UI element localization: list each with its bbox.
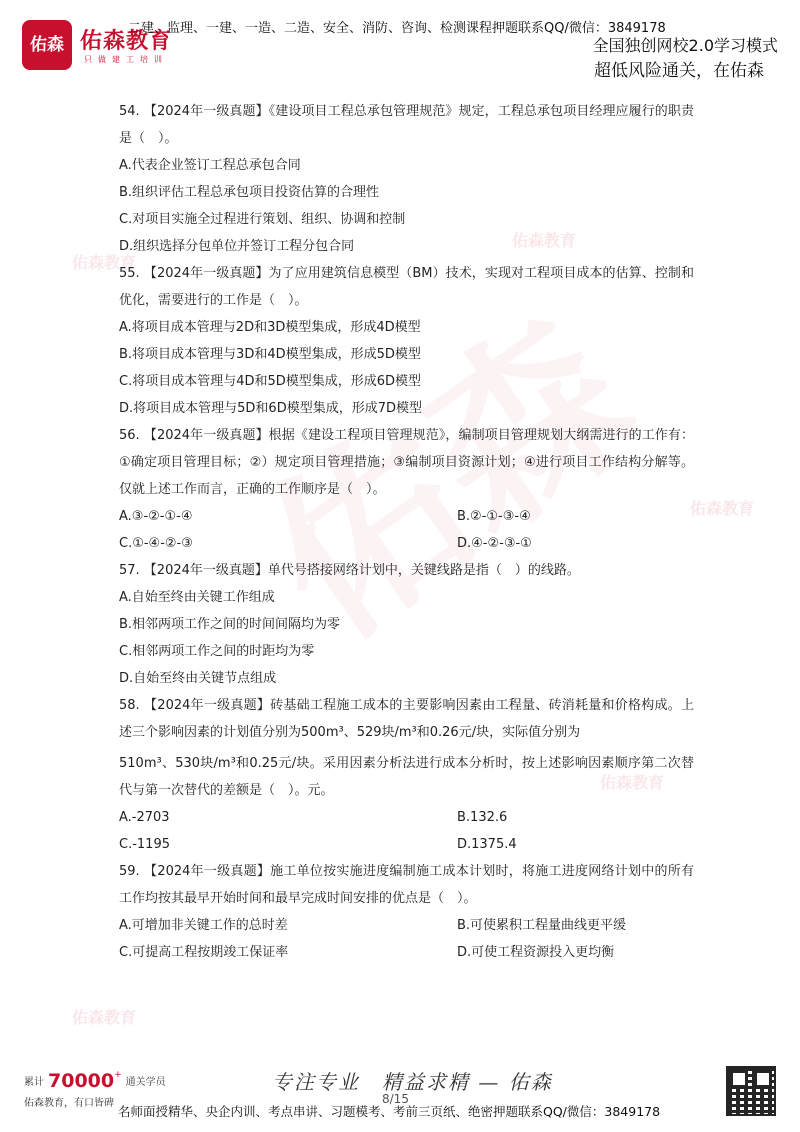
question-54 [119, 98, 694, 260]
option-a: A.代表企业签订工程总承包合同 [119, 158, 301, 173]
watermark-logo: 佑森教育 [690, 499, 755, 518]
option-c: C.相邻两项工作之间的时距均为零 [119, 644, 315, 659]
stats-prefix: 累计 [24, 1077, 44, 1088]
footer-motto: 专注专业 精益求精 — 佑森 [272, 1070, 553, 1094]
header-contact-line: 二建、监理、一建、一造、二造、安全、消防、咨询、检测课程押题联系QQ/微信：3849178 [128, 21, 666, 36]
option-c: C.将项目成本管理与4D和5D模型集成，形成6D模型 [119, 374, 422, 389]
option-b: B.②-①-③-④ [457, 509, 531, 524]
question-56 [119, 422, 694, 557]
option-d: D.1375.4 [457, 837, 517, 852]
stats-suffix: 通关学员 [125, 1077, 166, 1088]
question-stem: 59. 【2024年一级真题】施工单位按实施进度编制施工成本计划时，将施工进度网络计划中的所有工作均按其最早开始时间和最早完成时间安排的优点是（ ）。 [119, 864, 694, 906]
question-stem: 57. 【2024年一级真题】单代号搭接网络计划中，关键线路是指（ ）的线路。 [119, 563, 580, 578]
option-b: B.相邻两项工作之间的时间间隔均为零 [119, 617, 341, 632]
option-d: D.④-②-③-① [457, 536, 532, 551]
question-58 [119, 692, 694, 858]
footer-slogan: 佑森教育，有口皆碑 [24, 1098, 114, 1109]
question-stem: 56. 【2024年一级真题】根据《建设工程项目管理规范》，编制项目管理规划大纲需进行的工作有：①确定项目管理目标；②）规定项目管理措施；③编制项目资源计划；④进行项目工作结构分解等。仅就上述工作而言，正确的工作顺序是（ ）。 [119, 428, 694, 497]
logo-subtitle: 只做建工培训 [84, 55, 168, 64]
option-d: D.组织选择分包单位并签订工程分包合同 [119, 239, 355, 254]
watermark-logo: 佑森教育 [72, 253, 137, 272]
option-c: C.可提高工程按期竣工保证率 [119, 945, 289, 960]
option-a: A.-2703 [119, 810, 170, 825]
question-55 [119, 260, 694, 422]
option-b: B.可使累积工程量曲线更平缓 [457, 918, 627, 933]
page-number: 8/15 [382, 1092, 409, 1106]
question-stem: 54. 【2024年一级真题】《建设项目工程总承包管理规范》规定，工程总承包项目经理应履行的职责是（ ）。 [119, 104, 694, 146]
option-d: D.自始至终由关键节点组成 [119, 671, 277, 686]
option-d: D.可使工程资源投入更均衡 [457, 945, 615, 960]
logo-name: 佑森教育 [80, 29, 173, 54]
question-59 [119, 858, 694, 966]
option-c: C.-1195 [119, 837, 170, 852]
option-a: A.将项目成本管理与2D和3D模型集成，形成4D模型 [119, 320, 421, 335]
question-list [119, 98, 694, 966]
stats-plus: + [114, 1070, 122, 1080]
option-b: B.组织评估工程总承包项目投资估算的合理性 [119, 185, 380, 200]
option-c: C.①-④-②-③ [119, 536, 193, 551]
option-a: A.自始至终由关键工作组成 [119, 590, 275, 605]
option-b: B.将项目成本管理与3D和4D模型集成，形成5D模型 [119, 347, 421, 362]
option-a: A.可增加非关键工作的总时差 [119, 918, 288, 933]
question-stem: 58. 【2024年一级真题】砖基础工程施工成本的主要影响因素由工程量、砖消耗量和价格构成。上述三个影响因素的计划值分别为500m³、529块/m³和0.26元/块，实际值分别为 [119, 698, 694, 740]
footer-stats [24, 1070, 166, 1092]
question-stem-continued: 510m³、530块/m³和0.25元/块。采用因素分析法进行成本分析时，按上述影响因素顺序第二次替代与第一次替代的差额是（ ）。元。 [119, 756, 694, 798]
option-a: A.③-②-①-④ [119, 509, 193, 524]
logo-seal: 佑森 [22, 20, 72, 70]
watermark-logo: 佑森教育 [72, 1008, 137, 1027]
question-stem: 55. 【2024年一级真题】为了应用建筑信息模型（BM）技术，实现对工程项目成本的估算、控制和优化，需要进行的工作是（ ）。 [119, 266, 694, 308]
watermark-logo: 佑森教育 [600, 773, 665, 792]
stats-number: 70000 [48, 1070, 115, 1092]
option-b: B.132.6 [457, 810, 508, 825]
question-57 [119, 557, 694, 692]
header-slogan-2: 超低风险通关，在佑森 [594, 61, 764, 81]
qr-code-icon [726, 1066, 776, 1116]
watermark-logo: 佑森教育 [512, 231, 577, 250]
option-c: C.对项目实施全过程进行策划、组织、协调和控制 [119, 212, 406, 227]
header-slogan-1: 全国独创网校2.0学习模式 [592, 36, 778, 55]
option-d: D.将项目成本管理与5D和6D模型集成，形成7D模型 [119, 401, 422, 416]
footer-contact-line: 名师面授精华、央企内训、考点串讲、习题模考、考前三页纸、绝密押题联系QQ/微信：3849178 [118, 1104, 661, 1119]
